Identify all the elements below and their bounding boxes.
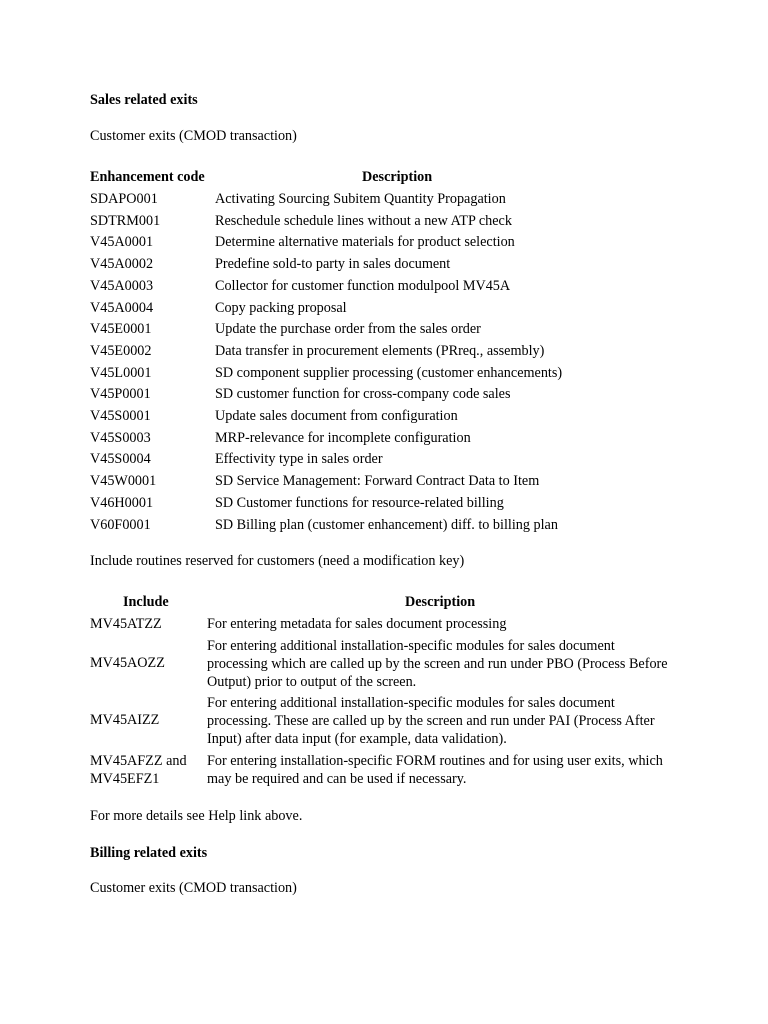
billing-heading: Billing related exits (90, 845, 208, 861)
include-description: For entering metadata for sales document processing (207, 616, 507, 632)
col-header-include: Include (123, 594, 169, 610)
enhancement-code: SDAPO001 (90, 191, 158, 207)
enhancement-code: V45A0002 (90, 256, 154, 273)
enhancement-description: Determine alternative materials for product selection (215, 234, 515, 251)
enhancement-description: SD customer function for cross-company code sales (215, 386, 511, 403)
enhancement-code: V45A0003 (90, 277, 154, 294)
include-intro: Include routines reserved for customers (need a modification key) (90, 553, 465, 569)
enhancement-code: V45E0001 (90, 321, 152, 338)
enhancement-description: Data transfer in procurement elements (PRreq., assembly) (215, 342, 545, 359)
enhancement-code: V60F0001 (90, 516, 151, 533)
enhancement-description: MRP-relevance for incomplete configuration (215, 429, 471, 446)
enhancement-code: V45S0001 (90, 408, 151, 424)
enhancement-code: V45A0004 (90, 299, 154, 316)
enhancement-code: V45W0001 (90, 473, 157, 490)
enhancement-description: Effectivity type in sales order (215, 451, 383, 468)
sales-heading: Sales related exits (90, 92, 198, 108)
include-name: MV45AIZZ (90, 712, 160, 728)
enhancement-description: Collector for customer function modulpool MV45A (215, 277, 511, 294)
enhancement-code: SDTRM001 (90, 212, 161, 229)
enhancement-code: V45P0001 (90, 386, 151, 403)
enhancement-description: SD Billing plan (customer enhancement) diff. to billing plan (215, 516, 558, 533)
sales-subheading: Customer exits (CMOD transaction) (90, 128, 297, 144)
enhancement-description: Reschedule schedule lines without a new ATP check (215, 212, 512, 229)
enhancement-code: V45A0001 (90, 234, 154, 251)
enhancement-code: V45E0002 (90, 342, 152, 359)
billing-subheading: Customer exits (CMOD transaction) (90, 880, 297, 896)
include-name: MV45AFZZ and MV45EFZ1 (90, 753, 187, 787)
enhancement-description: Update the purchase order from the sales order (215, 321, 481, 338)
enhancement-code: V45S0003 (90, 429, 151, 446)
col-header-include-description: Description (405, 594, 476, 610)
enhancement-description: SD Customer functions for resource-related billing (215, 494, 504, 511)
include-name: MV45ATZZ (90, 616, 162, 632)
enhancement-description: Copy packing proposal (215, 299, 347, 316)
include-description: For entering installation-specific FORM routines and for using user exits, which may be required and can be used if necessary. (207, 753, 663, 787)
enhancement-description: SD component supplier processing (customer enhancements) (215, 364, 563, 381)
enhancement-description: Activating Sourcing Subitem Quantity Propagation (215, 191, 506, 207)
enhancement-code: V45S0004 (90, 451, 151, 468)
enhancement-description: Predefine sold-to party in sales document (215, 256, 451, 273)
enhancement-code: V45L0001 (90, 364, 152, 381)
enhancement-description: Update sales document from configuration (215, 408, 458, 424)
col-header-code: Enhancement code (90, 169, 205, 185)
more-details-text: For more details see Help link above. (90, 808, 303, 824)
col-header-description: Description (362, 169, 433, 185)
include-name: MV45AOZZ (90, 655, 165, 671)
include-description: For entering additional installation-specific modules for sales document processing which are called up by the screen and run under PBO (Process Before Output) prior to output of the screen. (207, 638, 668, 690)
include-description: For entering additional installation-specific modules for sales document processing. These are called up by the screen and run under PAI (Process After Input) after data input (for example, data validation). (207, 695, 655, 747)
enhancement-description: SD Service Management: Forward Contract Data to Item (215, 473, 540, 490)
enhancement-code: V46H0001 (90, 494, 154, 511)
